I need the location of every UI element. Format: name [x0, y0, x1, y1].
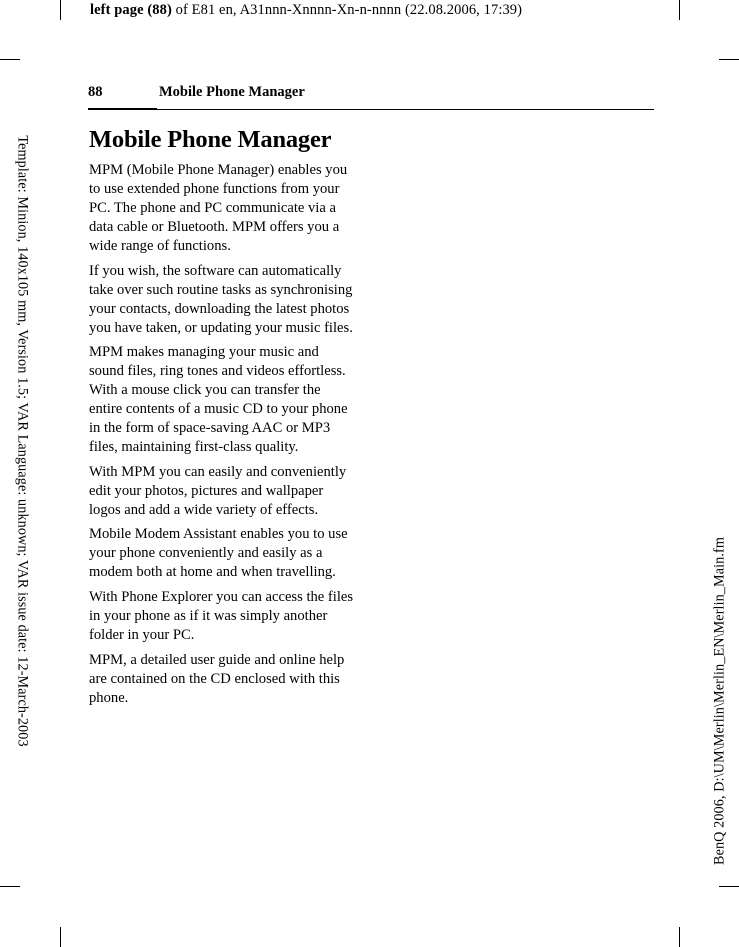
paragraph: Mobile Modem Assistant enables you to use your phone conveniently and easily as a modem both at home and when travelling.: [89, 526, 348, 581]
running-title: Mobile Phone Manager: [159, 84, 305, 100]
page-title: Mobile Phone Manager: [89, 126, 332, 153]
crop-mark: [0, 886, 20, 887]
paragraph: With Phone Explorer you can access the files in your phone as if it was simply another folder in your PC.: [89, 588, 354, 643]
crop-mark: [679, 0, 680, 20]
crop-mark: [0, 59, 20, 60]
paragraph: With MPM you can easily and conveniently edit your photos, pictures and wallpaper logos and add a wide variety of effects.: [89, 463, 347, 518]
slug-page-ref: left page (88): [90, 2, 172, 18]
crop-mark: [60, 0, 61, 20]
paragraph: If you wish, the software can automatically take over such routine tasks as synchronising your contacts, downloading the latest photos you have taken, or updating your music files.: [89, 262, 353, 336]
main-content: [89, 124, 355, 713]
running-header: [88, 84, 654, 110]
crop-mark: [719, 59, 739, 60]
paragraph: MPM (Mobile Phone Manager) enables you to use extended phone functions from your PC. The phone and PC communicate via a data cable or Bluetooth. MPM offers you a wide range of functions.: [89, 162, 348, 254]
file-path-text: BenQ 2006, D:\UM\Merlin\Merlin_EN\Merlin_Main.fm: [711, 537, 728, 865]
template-info-text: Template: Minion, 140x105 mm, Version 1.5; VAR Language: unknown; VAR issue date: 12-March-2003: [14, 135, 31, 747]
print-slug: [90, 2, 522, 19]
header-rule-accent: [88, 108, 157, 110]
crop-mark: [60, 927, 61, 947]
crop-mark: [719, 886, 739, 887]
header-rule: [88, 109, 654, 110]
page-number: 88: [88, 84, 103, 100]
paragraph: MPM, a detailed user guide and online help are contained on the CD enclosed with this phone.: [89, 651, 345, 706]
crop-mark: [679, 927, 680, 947]
paragraph: MPM makes managing your music and sound files, ring tones and videos effortless. With a mouse click you can transfer the entire contents of a music CD to your phone in the form of space-saving AAC or MP3 files, maintaining first-class quality.: [89, 344, 348, 456]
slug-file-info: of E81 en, A31nnn-Xnnnn-Xn-n-nnnn (22.08.2006, 17:39): [171, 2, 523, 18]
